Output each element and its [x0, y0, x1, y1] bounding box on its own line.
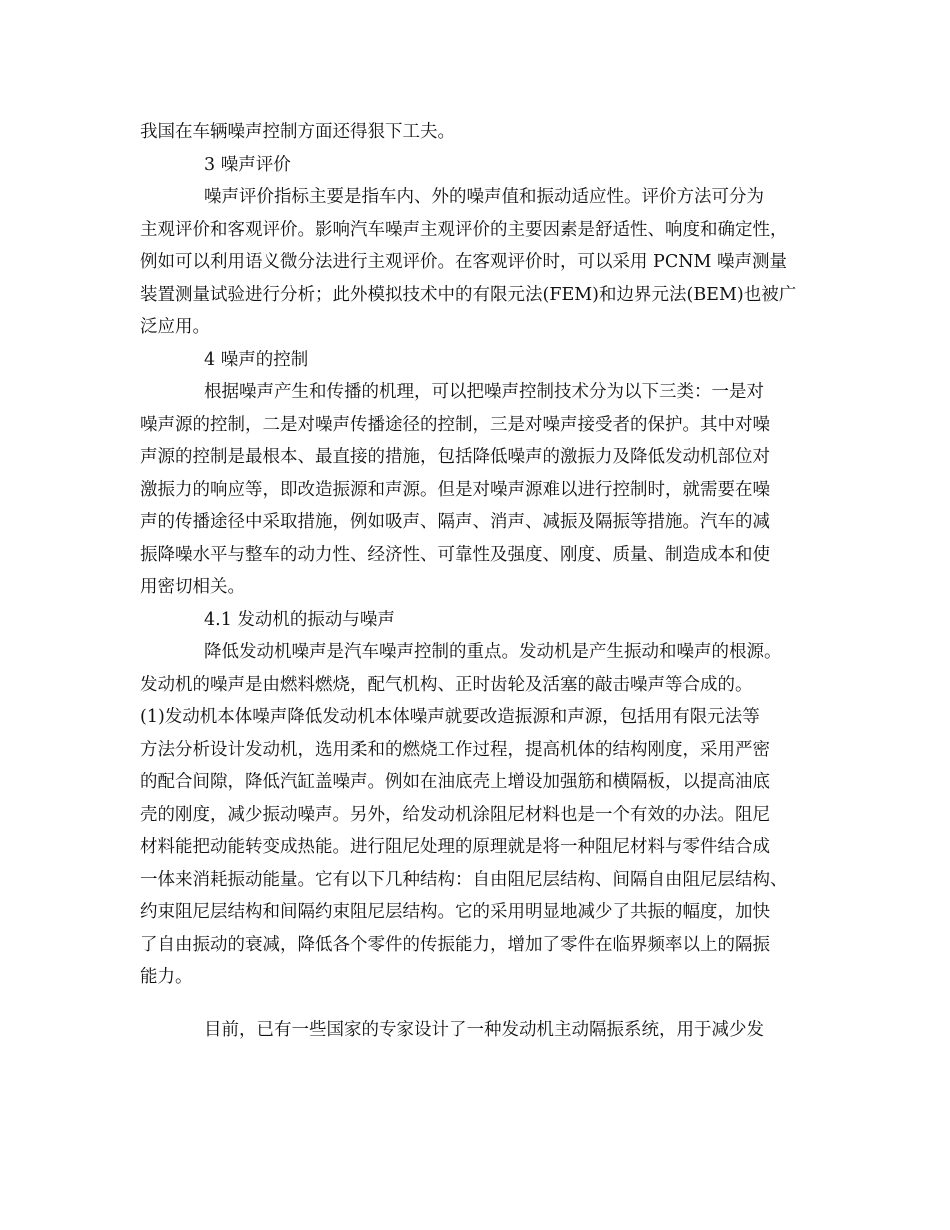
text-line: 声的传播途径中采取措施，例如吸声、隔声、消声、减振及隔振等措施。汽车的减 [140, 512, 770, 532]
text-line: 4 噪声的控制 [204, 349, 309, 370]
text-line: 目前，已有一些国家的专家设计了一种发动机主动隔振系统，用于减少发 [204, 1019, 764, 1040]
text-line: 4.1 发动机的振动与噪声 [204, 609, 395, 630]
paragraph-gap [140, 994, 820, 1014]
text-line: 了自由振动的衰减，降低各个零件的传振能力，增加了零件在临界频率以上的隔振 [140, 934, 770, 955]
text-line: 约束阻尼层结构和间隔约束阻尼层结构。它的采用明显地减少了共振的幅度，加快 [140, 902, 770, 922]
text-line: 例如可以利用语义微分法进行主观评价。在客观评价时，可以采用 PCNM 噪声测量 [140, 252, 788, 272]
text-line: 发动机的噪声是由燃料燃烧，配气机构、正时齿轮及活塞的敲击噪声等合成的。 [140, 674, 753, 695]
text-line: 噪声源的控制，二是对噪声传播途径的控制，三是对噪声接受者的保护。其中对噪 [140, 414, 770, 435]
text-line: 3 噪声评价 [204, 154, 291, 175]
text-line: 主观评价和客观评价。影响汽车噪声主观评价的主要因素是舒适性、响度和确定性， [140, 219, 788, 240]
text-line: 振降噪水平与整车的动力性、经济性、可靠性及强度、刚度、质量、制造成本和使 [140, 544, 770, 565]
text-line: 能力。 [140, 967, 193, 987]
text-line: 根据噪声产生和传播的机理，可以把噪声控制技术分为以下三类：一是对 [204, 382, 764, 402]
text-line: (1)发动机本体噪声降低发动机本体噪声就要改造振源和声源，包括用有限元法等 [140, 707, 760, 727]
text-line: 的配合间隙，降低汽缸盖噪声。例如在油底壳上增设加强筋和横隔板，以提高油底 [140, 772, 770, 792]
text-line: 方法分析设计发动机，选用柔和的燃烧工作过程，提高机体的结构刚度，采用严密 [140, 739, 770, 760]
text-line: 壳的刚度，减少振动噪声。另外，给发动机涂阻尼材料也是一个有效的办法。阻尼 [140, 804, 770, 825]
document-body [140, 116, 820, 1046]
text-line: 材料能把动能转变成热能。进行阻尼处理的原理就是将一种阻尼材料与零件结合成 [140, 837, 770, 857]
text-line: 用密切相关。 [140, 577, 245, 597]
text-line: 装置测量试验进行分析；此外模拟技术中的有限元法(FEM)和边界元法(BEM)也被广 [140, 284, 797, 305]
text-line: 降低发动机噪声是汽车噪声控制的重点。发动机是产生振动和噪声的根源。 [204, 642, 782, 662]
text-line: 我国在车辆噪声控制方面还得狠下工夫。 [140, 122, 455, 142]
text-line: 声源的控制是最根本、最直接的措施，包括降低噪声的激振力及降低发动机部位对 [140, 447, 770, 467]
text-line: 一体来消耗振动能量。它有以下几种结构：自由阻尼层结构、间隔自由阻尼层结构、 [140, 869, 788, 890]
text-line: 激振力的响应等，即改造振源和声源。但是对噪声源难以进行控制时，就需要在噪 [140, 479, 770, 500]
text-line: 泛应用。 [140, 317, 210, 337]
text-line: 噪声评价指标主要是指车内、外的噪声值和振动适应性。评价方法可分为 [204, 187, 764, 207]
